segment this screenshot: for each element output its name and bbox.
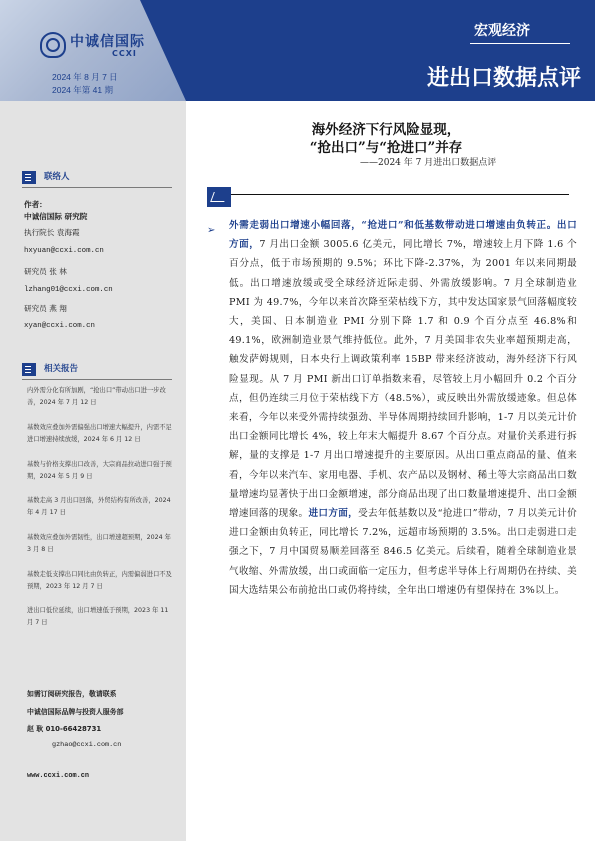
company-logo [40,30,150,60]
logo-text-cn: 中诚信国际 [70,34,145,50]
section-divider [22,379,172,380]
related-report-link[interactable]: 基数效应叠加外需偏强出口增速大幅提升，内需不足进口增速持续放缓，2024 年 6 月 12 日 [27,424,172,443]
related-report-link[interactable]: 内外需分化有所加剧，“抢出口”带动出口进一步改善，2024 年 7 月 12 日 [27,387,166,406]
related-section-header [22,361,172,379]
main-paragraph [229,216,577,600]
contacts-section-title: 联络人 [44,172,70,182]
author-email[interactable]: hxyuan@ccxi.com.cn [24,247,104,255]
author-name: 研究员 燕 翔 [24,304,67,313]
logo-text-en: CCXI [112,49,137,58]
related-report-link[interactable]: 基数走低支撑出口同比由负转正，内需偏弱进口不及预期，2023 年 12 月 7 日 [27,571,172,590]
related-section-title: 相关报告 [44,364,79,374]
author-email[interactable]: xyan@ccxi.com.cn [24,322,95,330]
document-icon [22,171,36,184]
report-type-title: 进出口数据点评 [426,66,581,91]
report-category: 宏观经济 [474,23,530,39]
category-divider [470,43,570,44]
related-report-link[interactable]: 基数效应叠加外需韧性，出口增速超预期，2024 年 3 月 8 日 [27,534,171,553]
author-email[interactable]: lzhang01@ccxi.com.cn [24,286,113,294]
related-report-link[interactable]: 基数走高 3 月出口回落，外贸结构有所改善，2024 年 4 月 17 日 [27,497,171,516]
document-title-line2: “抢出口”与“抢进口”并存 [309,140,463,156]
pen-icon [207,187,231,207]
report-issue: 2024 年第 41 期 [52,85,113,95]
export-text: 7 月出口金额 3005.6 亿美元，同比增长 7%，增速较上月下降 1.6 个百分点，低于市场预期的 9.5%；环比下降-2.37%，为 2001 年以来同期最低。出口增速放缓或受全球经济近际走弱、外需放缓影响。7 月全球制造业 PMI 为 49.7%，今年以来首次降至荣枯线下方，其中发达国家景气回落幅度较大，美国、日本制造业 PMI 分别下降 1.7 和 0.9 个百分点至 46.8%和 49.1%，欧洲制造业景气维持低位。此外，7 月美国非农失业率超预期走高，触发萨姆规则，日本央行上调政策利率 15BP 带来经济波动，海外经济下行风险显现。从 7 月 PMI 新出口订单指数来看，尽管较上月小幅回升 0.2 个百分点，但仍连续三月位于荣枯线下方（48.5%），或反映出外需放缓迹象。但总体来看，今年以来受外需持续强劲、半导体周期持续回升影响，1-7 月以美元计价出口金额同比增长 4%，较上年末大幅提升 8.67 个百分点。对量价关系进行拆解，量的支撑是 1-7 月出口增速提升的主要原因。从出口重点商品的量、值来看，今年以来汽车、家用电器、手机、农产品以及钢材、稀土等大宗商品出口数量增速均显著快于出口金额增速，部分商品出现了出口数量增速提升、出口金额增速回落的现象。 [229,239,577,520]
related-report-link[interactable]: 基数与价格支撑出口改善，大宗商品拉动进口强于预期，2024 年 5 月 9 日 [27,461,172,480]
service-department: 中诚信国际品牌与投资人服务部 [27,708,124,716]
subscribe-note: 如需订阅研究报告，敬请联系 [27,690,117,698]
contact-person: 赵 耿 010-66428731 [27,725,102,733]
website-link[interactable]: www.ccxi.com.cn [27,772,90,780]
author-name: 研究员 张 林 [24,267,67,276]
lead-highlight: 外需走弱出口增速小幅回落，“抢进口”和低基数带动进口增速由负转正。 [229,220,557,231]
body-divider [207,194,569,195]
document-subtitle: ——2024 年 7 月进出口数据点评 [360,158,497,168]
author-label: 作者： [24,200,47,209]
document-icon [22,363,36,376]
section-divider [22,187,172,188]
document-title-line1: 海外经济下行风险显现， [311,122,461,138]
author-name: 执行院长 袁海霞 [24,228,80,237]
import-label: 进口方面， [308,508,359,520]
import-text: 受去年低基数以及“抢进口”带动，7 月以美元计价进口金额由负转正，同比增长 7.2%，远超市场预期的 3.5%。出口走弱进口走强之下，7 月中国贸易顺差回落至 846.5 亿美元。后续看，随着全球制造业景气收缩、外需放缓，出口或面临一定压力，但考虑半导体上行周期仍在持续、美国大选结果公布前抢出口或仍将持续，全年出口增速仍有望保持在 3%以上。 [229,508,577,596]
export-label: 出口方面， [229,220,577,251]
header-band [0,0,595,101]
bullet-arrow-icon: ➢ [207,225,216,236]
contact-email[interactable]: gzhao@ccxi.com.cn [52,741,122,749]
contacts-section-header [22,169,172,187]
author-institute: 中诚信国际 研究院 [24,212,88,221]
related-report-link[interactable]: 进出口低位延续，出口增速低于预期，2023 年 11 月 7 日 [27,607,169,626]
logo-mark-icon [40,32,66,58]
report-date: 2024 年 8 月 7 日 [52,72,118,82]
